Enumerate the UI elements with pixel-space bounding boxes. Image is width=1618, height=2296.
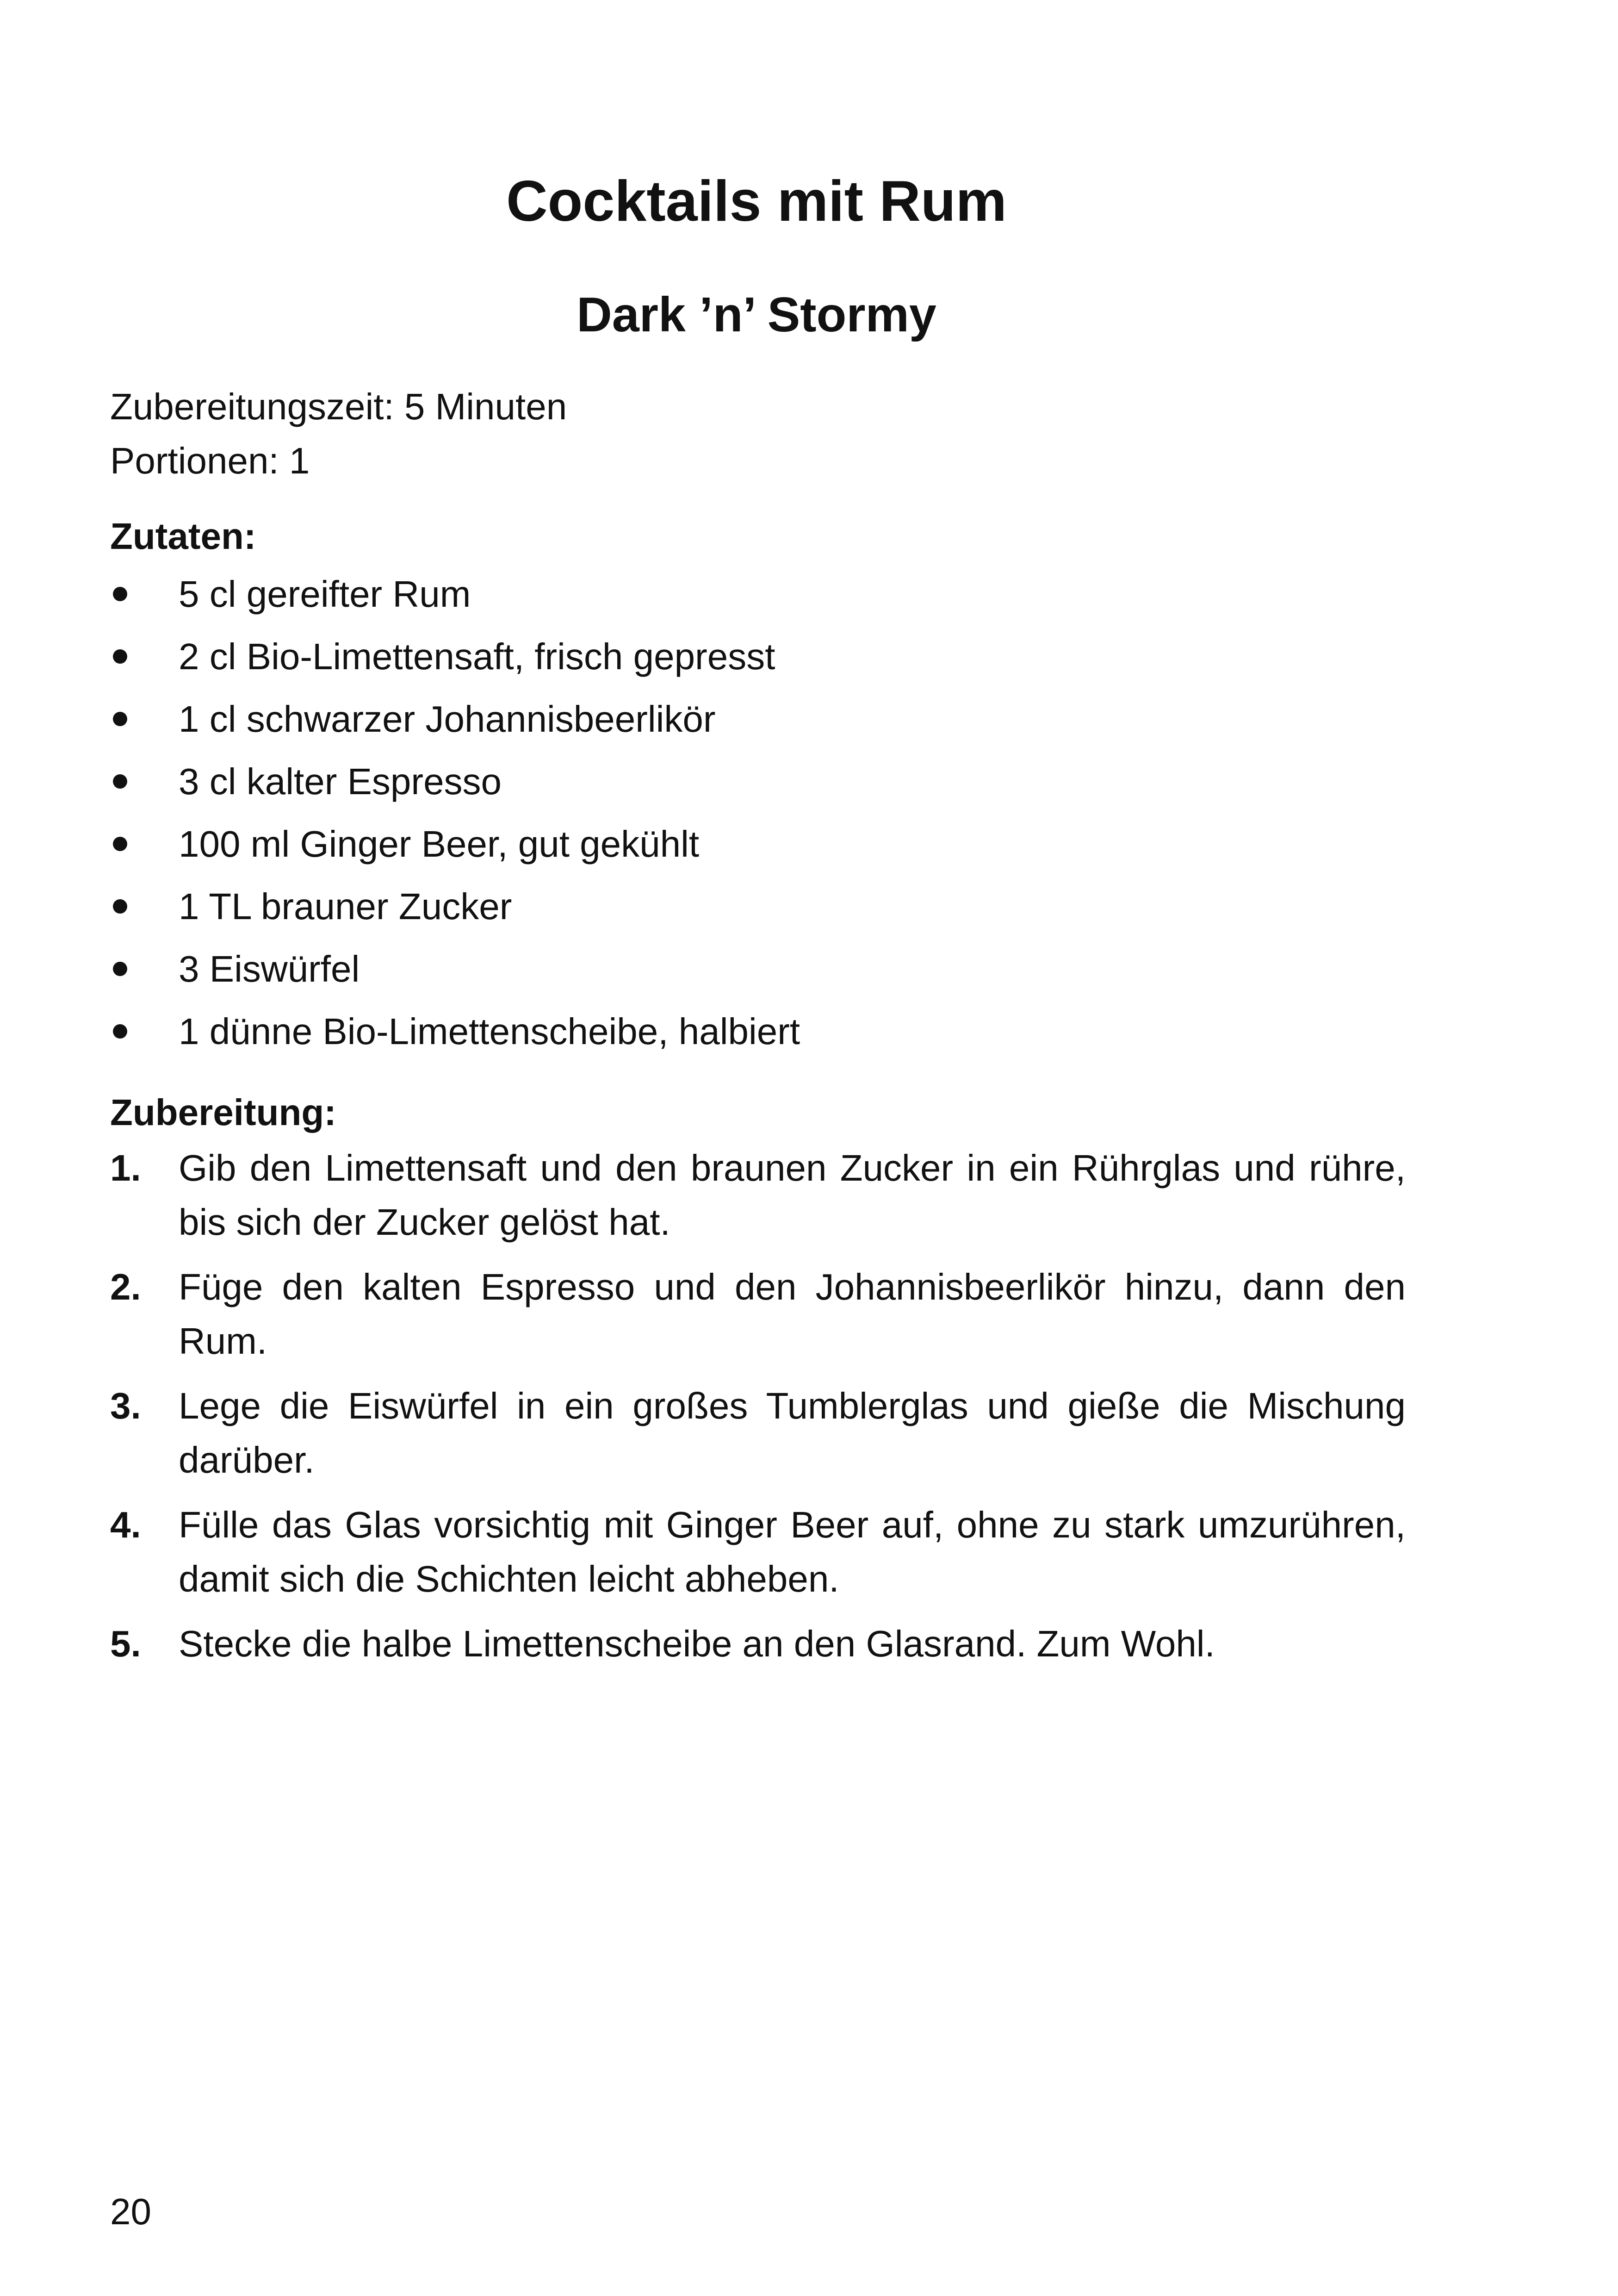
- list-item: [110, 567, 1406, 629]
- bullet-icon: [113, 587, 127, 601]
- page-number: 20: [110, 2191, 151, 2232]
- list-item: [110, 879, 1406, 942]
- step-item: [110, 1617, 1406, 1671]
- ingredient-text: 100 ml Ginger Beer, gut gekühlt: [179, 823, 700, 865]
- prep-time: Zubereitungszeit: 5 Minuten: [110, 386, 567, 427]
- step-number: 4.: [110, 1504, 141, 1545]
- step-item: [110, 1141, 1406, 1249]
- ingredient-text: 3 cl kalter Espresso: [179, 761, 502, 802]
- servings: Portionen: 1: [110, 440, 310, 481]
- ingredients-list: [110, 567, 1406, 1067]
- list-item: [110, 692, 1406, 754]
- step-number: 3.: [110, 1385, 141, 1426]
- ingredient-text: 1 dünne Bio-Limettenscheibe, halbiert: [179, 1011, 800, 1052]
- list-item: [110, 629, 1406, 692]
- list-item: [110, 817, 1406, 879]
- bullet-icon: [113, 962, 127, 976]
- bullet-icon: [113, 649, 127, 664]
- bullet-icon: [113, 712, 127, 726]
- step-text: Füge den kalten Espresso und den Johannisbeerlikör hinzu, dann den Rum.: [179, 1266, 1406, 1362]
- step-text: Gib den Limettensaft und den braunen Zucker in ein Rührglas und rühre, bis sich der Zucker gelöst hat.: [179, 1147, 1406, 1243]
- bullet-icon: [113, 774, 127, 789]
- step-item: [110, 1498, 1406, 1606]
- list-item: [110, 942, 1406, 1004]
- ingredients-heading: Zutaten:: [110, 516, 256, 557]
- ingredient-text: 3 Eiswürfel: [179, 948, 360, 989]
- preparation-steps: [110, 1141, 1406, 1681]
- bullet-icon: [113, 837, 127, 851]
- ingredient-text: 1 TL brauner Zucker: [179, 886, 512, 927]
- list-item: [110, 754, 1406, 817]
- bullet-icon: [113, 1024, 127, 1039]
- preparation-heading: Zubereitung:: [110, 1092, 336, 1133]
- step-number: 2.: [110, 1266, 141, 1307]
- step-item: [110, 1379, 1406, 1487]
- ingredient-text: 5 cl gereifter Rum: [179, 573, 471, 615]
- step-number: 1.: [110, 1147, 141, 1188]
- chapter-title: Cocktails mit Rum: [506, 169, 1007, 233]
- step-text: Stecke die halbe Limettenscheibe an den Glasrand. Zum Wohl.: [179, 1623, 1215, 1664]
- ingredient-text: 1 cl schwarzer Johannisbeerlikör: [179, 698, 716, 740]
- ingredient-text: 2 cl Bio-Limettensaft, frisch gepresst: [179, 636, 775, 677]
- step-text: Lege die Eiswürfel in ein großes Tumblerglas und gieße die Mischung darüber.: [179, 1385, 1406, 1481]
- bullet-icon: [113, 899, 127, 914]
- recipe-title: Dark ’n’ Stormy: [577, 287, 936, 342]
- step-text: Fülle das Glas vorsichtig mit Ginger Beer auf, ohne zu stark umzurühren, damit sich die Schichten leicht abheben.: [179, 1504, 1406, 1599]
- step-number: 5.: [110, 1623, 141, 1664]
- step-item: [110, 1260, 1406, 1368]
- list-item: [110, 1004, 1406, 1067]
